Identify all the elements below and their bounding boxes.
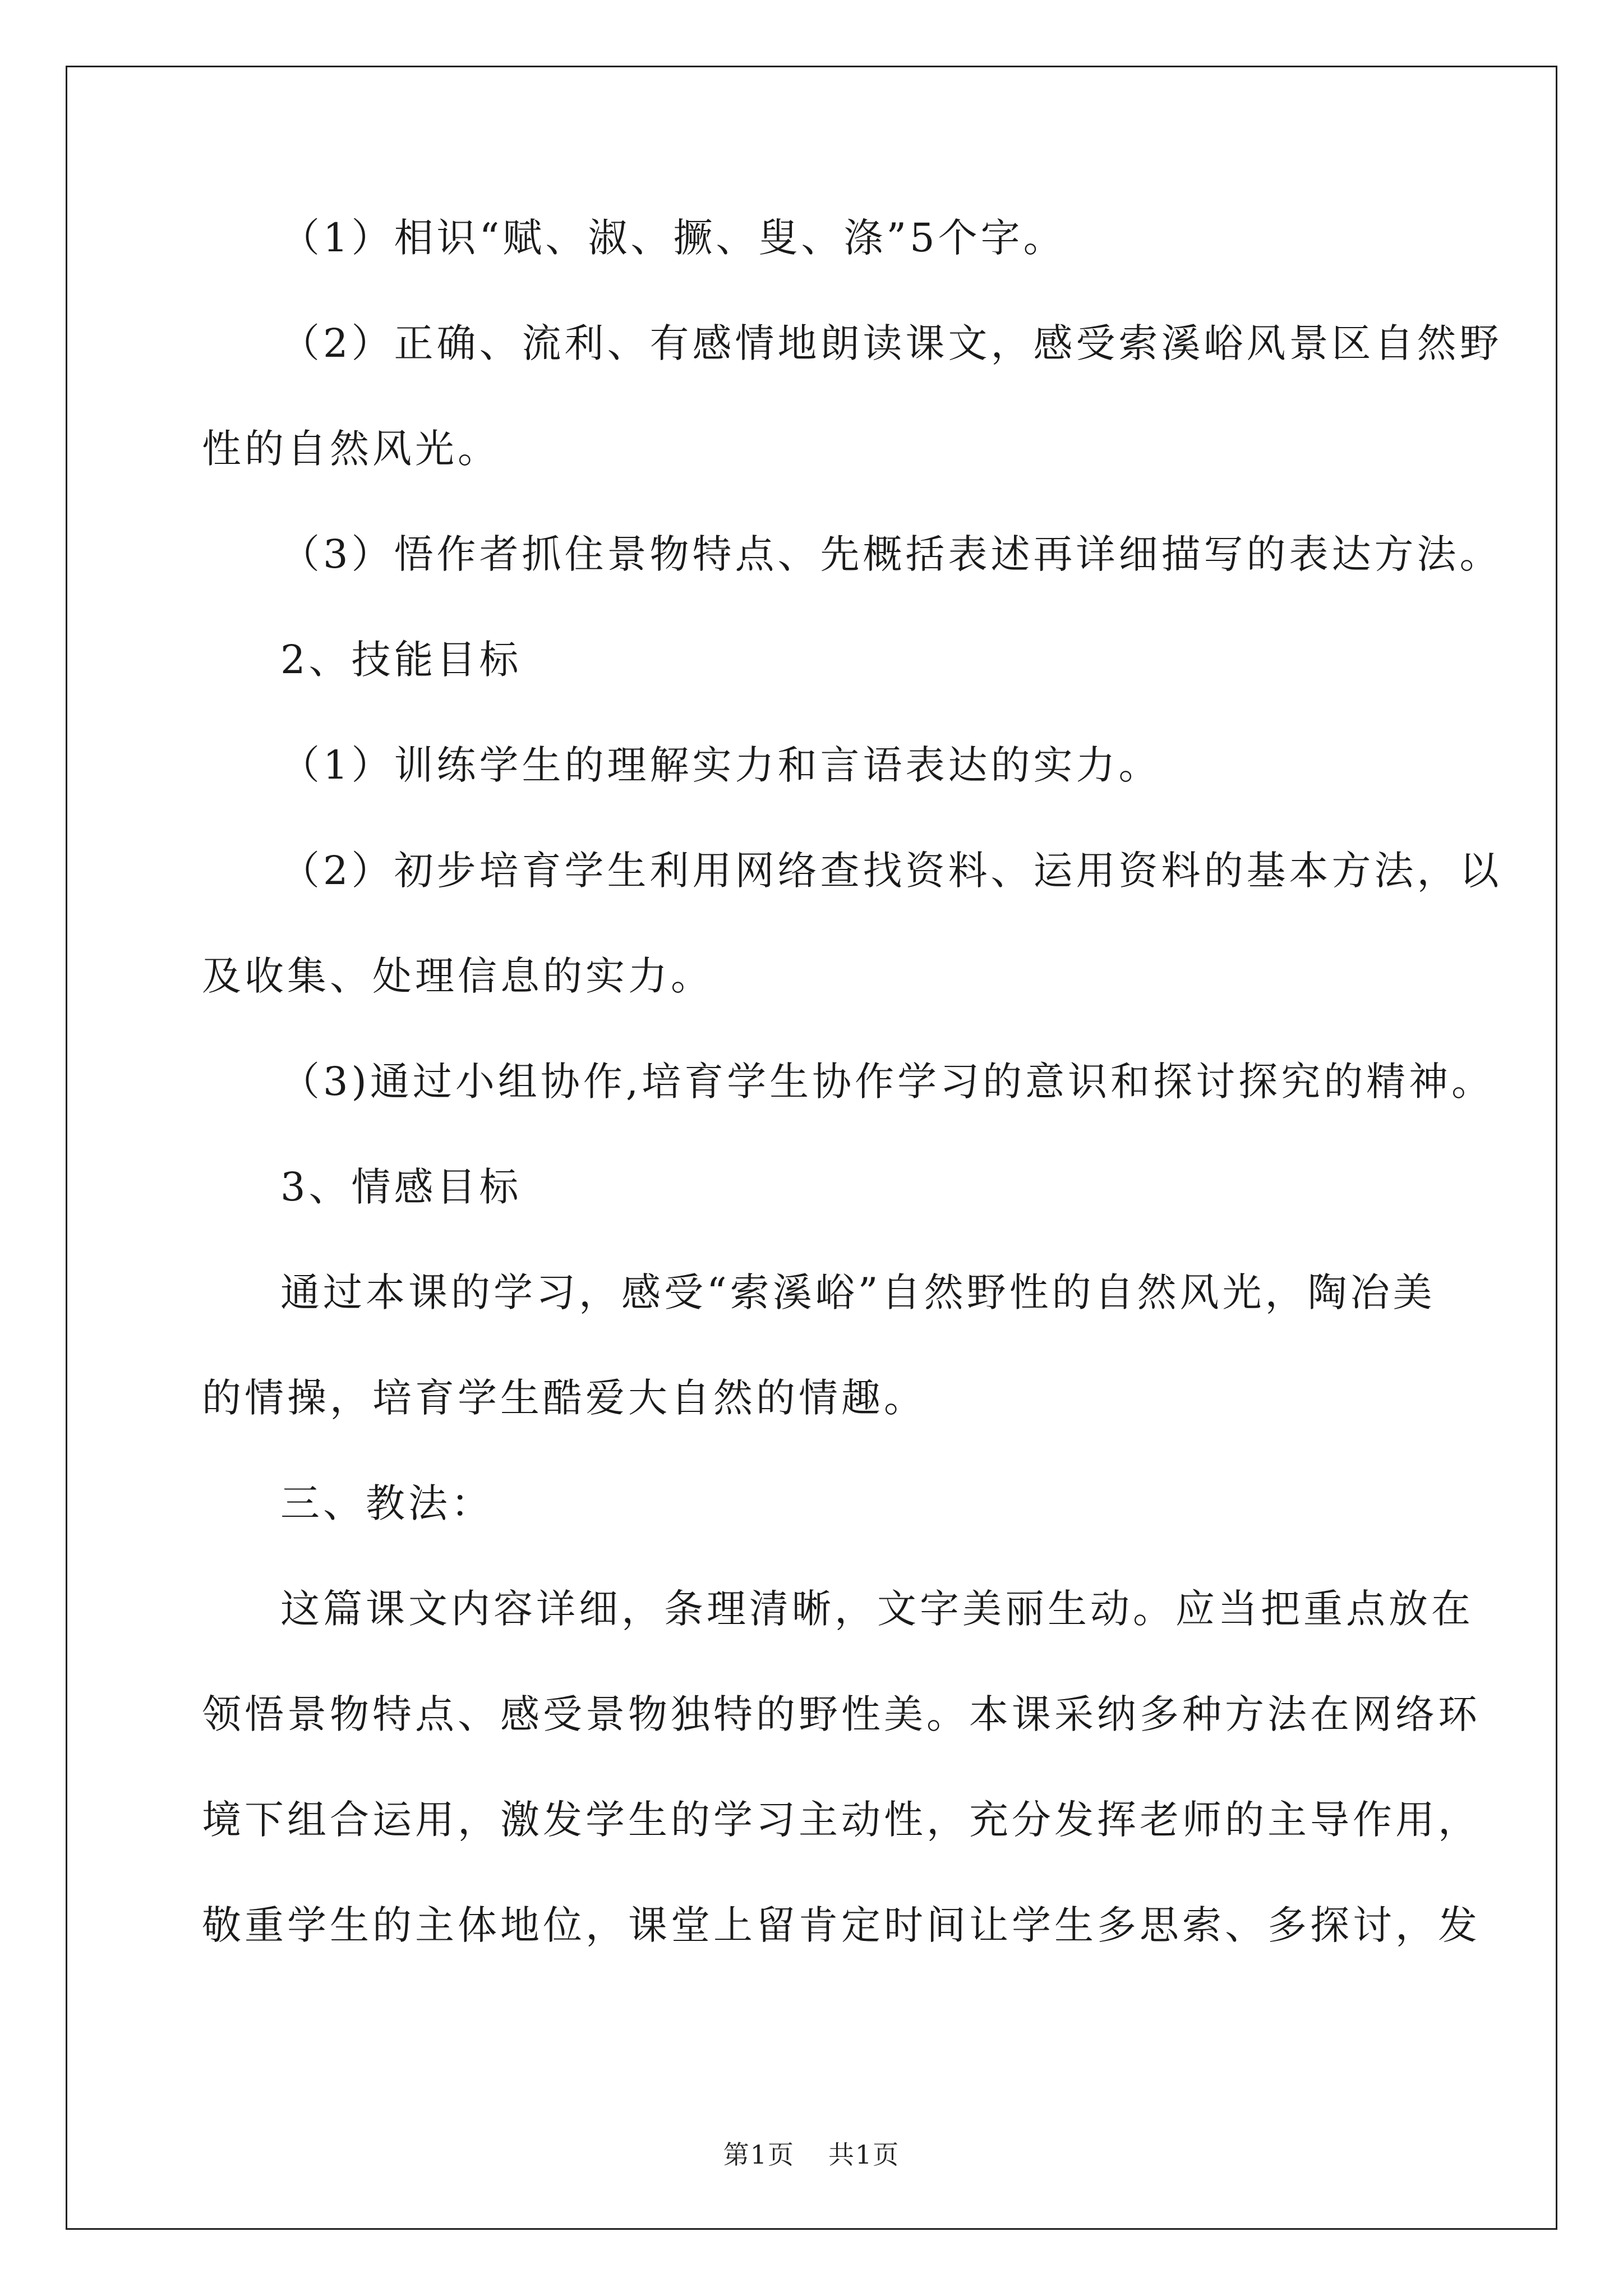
text-line: （3）悟作者抓住景物特点、先概括表述再详细描写的表达方法。 <box>280 531 1502 577</box>
text-line: 3、情感目标 <box>280 1164 522 1210</box>
text-line: 的情操，培育学生酷爱大自然的情趣。 <box>202 1375 926 1421</box>
document-body <box>202 185 1502 1978</box>
page-total: 共1页 <box>828 2139 900 2170</box>
paragraph <box>202 501 1502 607</box>
text-line: 三、教法： <box>280 1480 494 1526</box>
text-line: （2）初步培育学生利用网络查找资料、运用资料的基本方法，以 <box>280 848 1502 894</box>
paragraph <box>202 818 1502 1029</box>
text-line: 这篇课文内容详细，条理清晰，文字美丽生动。应当把重点放在 <box>280 1586 1474 1632</box>
page-footer <box>0 2134 1623 2171</box>
text-line: （3)通过小组协作,培育学生协作学习的意识和探讨探究的精神。 <box>280 1059 1495 1105</box>
text-line: 境下组合运用，激发学生的学习主动性，充分发挥老师的主导作用， <box>202 1797 1481 1843</box>
text-line: 2、技能目标 <box>280 637 522 683</box>
text-line: （1）训练学生的理解实力和言语表达的实力。 <box>280 742 1161 788</box>
text-line: （2）正确、流利、有感情地朗读课文，感受索溪峪风景区自然野 <box>280 320 1502 366</box>
text-line: 通过本课的学习，感受“索溪峪”自然野性的自然风光，陶冶美 <box>280 1269 1436 1315</box>
paragraph <box>202 1240 1436 1451</box>
paragraph <box>202 185 1430 291</box>
section-heading <box>202 1134 1430 1240</box>
page-number: 第1页 <box>723 2139 795 2170</box>
text-line: 敬重学生的主体地位，课堂上留肯定时间让学生多思索、多探讨，发 <box>202 1902 1481 1948</box>
text-line: （1）相识“赋、淑、撅、叟、涤”5个字。 <box>280 215 1066 261</box>
text-line: 领悟景物特点、感受景物独特的野性美。本课采纳多种方法在网络环 <box>202 1691 1481 1737</box>
paragraph <box>202 291 1502 501</box>
section-heading <box>202 1451 1430 1556</box>
section-heading <box>202 607 1430 712</box>
paragraph <box>202 712 1430 818</box>
paragraph <box>202 1029 1495 1134</box>
text-line: 及收集、处理信息的实力。 <box>202 953 713 999</box>
text-line: 性的自然风光。 <box>202 426 500 472</box>
paragraph <box>202 1556 1481 1978</box>
